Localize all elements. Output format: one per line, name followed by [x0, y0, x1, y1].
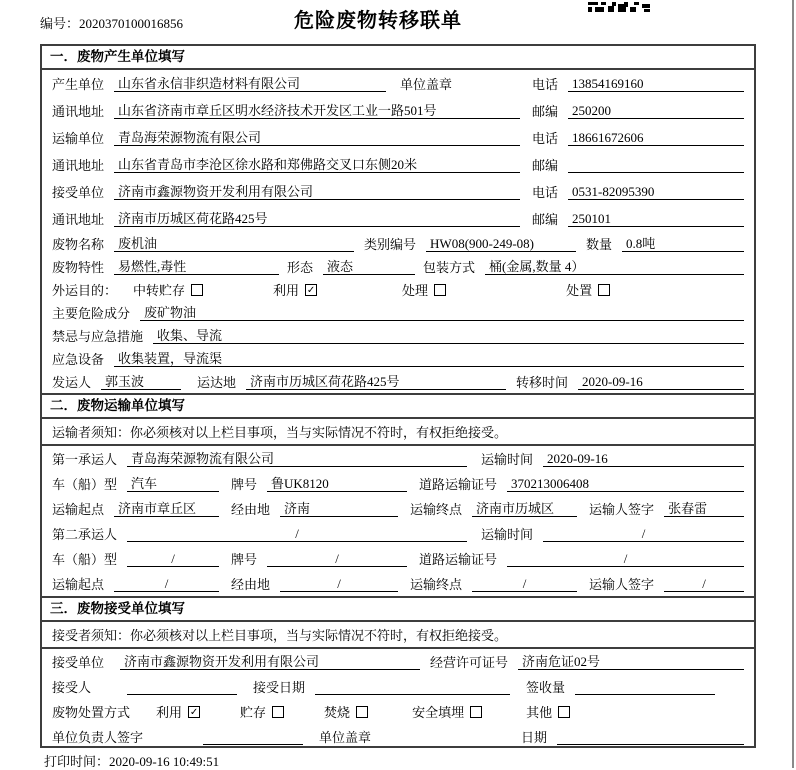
- receive-unit2-row: [42, 649, 754, 674]
- via1-value: 济南: [280, 500, 398, 517]
- purpose-option-dispose: [566, 280, 610, 299]
- receive-unit-row: [42, 178, 754, 205]
- plate1-label: 牌号: [231, 477, 258, 492]
- chief-signature-row: [42, 724, 754, 748]
- quantity-value: 0.8吨: [622, 235, 744, 252]
- time1-label: 运输时间: [481, 452, 534, 467]
- option-label: 安全填埋: [412, 705, 465, 720]
- receive-zip-label: 邮编: [532, 212, 559, 227]
- page-title: 危险废物转移联单: [294, 10, 462, 32]
- purpose-option-transfer-storage: [133, 280, 203, 299]
- plate2-value: /: [267, 550, 407, 567]
- receive-zip-value: 250101: [568, 210, 744, 227]
- option-label: 其他: [526, 705, 553, 720]
- emergency-measures-value: 收集、导流: [153, 327, 744, 344]
- checkbox-checked-icon: ✓: [189, 706, 199, 718]
- vehicle1-value: 汽车: [127, 475, 219, 492]
- signature1-label: 运输人签字: [589, 502, 655, 517]
- producer-address-label: 通讯地址: [52, 104, 105, 119]
- section3-title: 三．废物接受单位填写: [42, 596, 754, 622]
- transfer-time-value: 2020-09-16: [578, 373, 744, 390]
- option-label: 中转贮存: [133, 283, 186, 298]
- terminal1-value: 济南市历城区: [472, 500, 577, 517]
- print-time-value: 2020-09-16 10:49:51: [109, 754, 220, 769]
- vehicle2-value: /: [127, 550, 219, 567]
- disposal-option-utilize: [156, 702, 200, 721]
- packing-value: 桶(金属,数量 4）: [485, 258, 744, 275]
- transfer-form-table: [40, 44, 756, 748]
- producer-phone-label: 电话: [532, 77, 559, 92]
- disposal-option-incinerate: [324, 702, 368, 721]
- receive-phone-value: 0531-82095390: [568, 183, 744, 200]
- emergency-equipment-value: 收集装置，导流渠: [114, 350, 744, 367]
- time1-value: 2020-09-16: [543, 450, 744, 467]
- qr-code-fragment-icon: [588, 0, 652, 10]
- via2-label: 经由地: [231, 577, 271, 592]
- checkbox-icon: [434, 284, 446, 296]
- transport-unit-value: 青岛海荣源物流有限公司: [114, 129, 520, 146]
- emergency-measures-row: [42, 324, 754, 347]
- disposal-option-store: [240, 702, 284, 721]
- carrier1-row: [42, 446, 754, 471]
- receive-unit2-label: 接受单位: [52, 655, 105, 670]
- signature2-label: 运输人签字: [589, 577, 655, 592]
- checkbox-checked-icon: ✓: [306, 284, 316, 296]
- permit-no-value: 济南危证02号: [518, 653, 744, 670]
- category-no-value: HW08(900-249-08): [426, 235, 576, 252]
- hazard-component-label: 主要危险成分: [52, 306, 131, 321]
- option-label: 焚烧: [324, 705, 351, 720]
- option-label: 处置: [566, 283, 593, 298]
- accept-date-label: 接受日期: [253, 680, 306, 695]
- received-quantity-label: 签收量: [526, 680, 566, 695]
- waste-name-label: 废物名称: [52, 237, 105, 252]
- producer-address-row: [42, 97, 754, 124]
- emergency-measures-label: 禁忌与应急措施: [52, 329, 144, 344]
- purpose-option-utilize: [273, 280, 317, 299]
- carrier1-value: 青岛海荣源物流有限公司: [127, 450, 467, 467]
- disposal-option-other: [526, 702, 570, 721]
- option-label: 处理: [402, 283, 429, 298]
- acceptor-label: 接受人: [52, 680, 92, 695]
- hazard-component-row: [42, 301, 754, 324]
- receive-unit-value: 济南市鑫源物资开发利用有限公司: [114, 183, 520, 200]
- terminal1-label: 运输终点: [410, 502, 463, 517]
- checkbox-icon: [558, 706, 570, 718]
- producer-phone-value: 13854169160: [568, 75, 744, 92]
- waste-name-value: 废机油: [114, 235, 354, 252]
- waste-name-row: [42, 232, 754, 255]
- vehicle2-row: [42, 546, 754, 571]
- receive-address-row: [42, 205, 754, 232]
- transport-address-value: 山东省青岛市李沧区徐水路和郑佛路交叉口东侧20米: [114, 156, 520, 173]
- date-value: [557, 728, 744, 745]
- road-permit2-label: 道路运输证号: [419, 552, 498, 567]
- transport-phone-value: 18661672606: [568, 129, 744, 146]
- carrier2-value: /: [127, 525, 467, 542]
- category-no-label: 类别编号: [364, 237, 417, 252]
- disposal-row: [42, 699, 754, 724]
- producer-address-value: 山东省济南市章丘区明水经济技术开发区工业一路501号: [114, 102, 520, 119]
- receive-address-label: 通讯地址: [52, 212, 105, 227]
- serial-label: 编号：: [40, 16, 80, 31]
- disposal-option-landfill: [412, 702, 482, 721]
- transport-zip-value: [568, 156, 744, 173]
- producer-seal-label: 单位盖章: [400, 77, 453, 92]
- acceptor-row: [42, 674, 754, 699]
- emergency-equipment-row: [42, 347, 754, 370]
- origin1-label: 运输起点: [52, 502, 105, 517]
- transport-address-label: 通讯地址: [52, 158, 105, 173]
- signature2-value: /: [664, 575, 744, 592]
- checkbox-icon: [356, 706, 368, 718]
- hazard-component-value: 废矿物油: [140, 304, 744, 321]
- via2-value: /: [280, 575, 398, 592]
- carrier2-row: [42, 521, 754, 546]
- transport-phone-label: 电话: [532, 131, 559, 146]
- checkbox-icon: [470, 706, 482, 718]
- date-label: 日期: [521, 730, 548, 745]
- checkbox-icon: [272, 706, 284, 718]
- receive-unit2-value: 济南市鑫源物资开发利用有限公司: [120, 653, 420, 670]
- destination-label: 运达地: [197, 375, 237, 390]
- transport-unit-row: [42, 124, 754, 151]
- route2-row: [42, 571, 754, 596]
- chief-signature-value: [203, 728, 303, 745]
- time2-value: /: [543, 525, 744, 542]
- checkbox-icon: [191, 284, 203, 296]
- transport-unit-label: 运输单位: [52, 131, 105, 146]
- option-label: 利用: [156, 705, 183, 720]
- vehicle1-row: [42, 471, 754, 496]
- origin1-value: 济南市章丘区: [114, 500, 219, 517]
- road-permit1-value: 370213006408: [507, 475, 744, 492]
- quantity-label: 数量: [586, 237, 613, 252]
- waste-characteristic-row: [42, 255, 754, 278]
- characteristic-label: 废物特性: [52, 260, 105, 275]
- origin2-label: 运输起点: [52, 577, 105, 592]
- consignor-value: 郭玉波: [101, 373, 181, 390]
- signature1-value: 张春雷: [664, 500, 744, 517]
- acceptor-value: [127, 678, 237, 695]
- unit-seal-label: 单位盖章: [319, 730, 372, 745]
- destination-value: 济南市历城区荷花路425号: [246, 373, 506, 390]
- transfer-time-label: 转移时间: [516, 375, 569, 390]
- section1-title: 一．废物产生单位填写: [42, 46, 754, 70]
- receive-address-value: 济南市历城区荷花路425号: [114, 210, 520, 227]
- print-time: [44, 751, 219, 770]
- plate1-value: 鲁UK8120: [267, 475, 407, 492]
- consignor-label: 发运人: [52, 375, 92, 390]
- origin2-value: /: [114, 575, 219, 592]
- purpose-row: [42, 278, 754, 301]
- purpose-option-treat: [402, 280, 446, 299]
- section3-notice: 接受者须知：你必须核对以上栏目事项，当与实际情况不符时，有权拒绝接受。: [42, 622, 754, 649]
- permit-no-label: 经营许可证号: [430, 655, 509, 670]
- carrier2-label: 第二承运人: [52, 527, 118, 542]
- vehicle1-label: 车（船）型: [52, 477, 118, 492]
- checkbox-icon: [598, 284, 610, 296]
- transport-address-row: [42, 151, 754, 178]
- producer-name-label: 产生单位: [52, 77, 105, 92]
- vehicle2-label: 车（船）型: [52, 552, 118, 567]
- characteristic-value: 易燃性,毒性: [114, 258, 279, 275]
- via1-label: 经由地: [231, 502, 271, 517]
- emergency-equipment-label: 应急设备: [52, 352, 105, 367]
- plate2-label: 牌号: [231, 552, 258, 567]
- section2-title: 二．废物运输单位填写: [42, 393, 754, 419]
- page-edge-line: [792, 0, 794, 768]
- physical-form-label: 形态: [287, 260, 314, 275]
- received-quantity-value: [575, 678, 715, 695]
- road-permit2-value: /: [507, 550, 744, 567]
- road-permit1-label: 道路运输证号: [419, 477, 498, 492]
- serial-number: 2020370100016856: [79, 16, 184, 31]
- receive-phone-label: 电话: [532, 185, 559, 200]
- receive-unit-label: 接受单位: [52, 185, 105, 200]
- physical-form-value: 液态: [323, 258, 415, 275]
- section2-notice: 运输者须知：你必须核对以上栏目事项，当与实际情况不符时，有权拒绝接受。: [42, 419, 754, 446]
- transport-zip-label: 邮编: [532, 158, 559, 173]
- option-label: 利用: [273, 283, 300, 298]
- terminal2-label: 运输终点: [410, 577, 463, 592]
- carrier1-label: 第一承运人: [52, 452, 118, 467]
- print-time-label: 打印时间：: [44, 754, 110, 769]
- consignor-row: [42, 370, 754, 393]
- chief-signature-label: 单位负责人签字: [52, 730, 144, 745]
- terminal2-value: /: [472, 575, 577, 592]
- producer-row: [42, 70, 754, 97]
- disposal-label: 废物处置方式: [52, 705, 131, 720]
- purpose-label: 外运目的：: [52, 283, 118, 298]
- packing-label: 包装方式: [423, 260, 476, 275]
- accept-date-value: [315, 678, 510, 695]
- route1-row: [42, 496, 754, 521]
- producer-zip-value: 250200: [568, 102, 744, 119]
- time2-label: 运输时间: [481, 527, 534, 542]
- producer-name-value: 山东省永信非织造材料有限公司: [114, 75, 386, 92]
- option-label: 贮存: [240, 705, 267, 720]
- producer-zip-label: 邮编: [532, 104, 559, 119]
